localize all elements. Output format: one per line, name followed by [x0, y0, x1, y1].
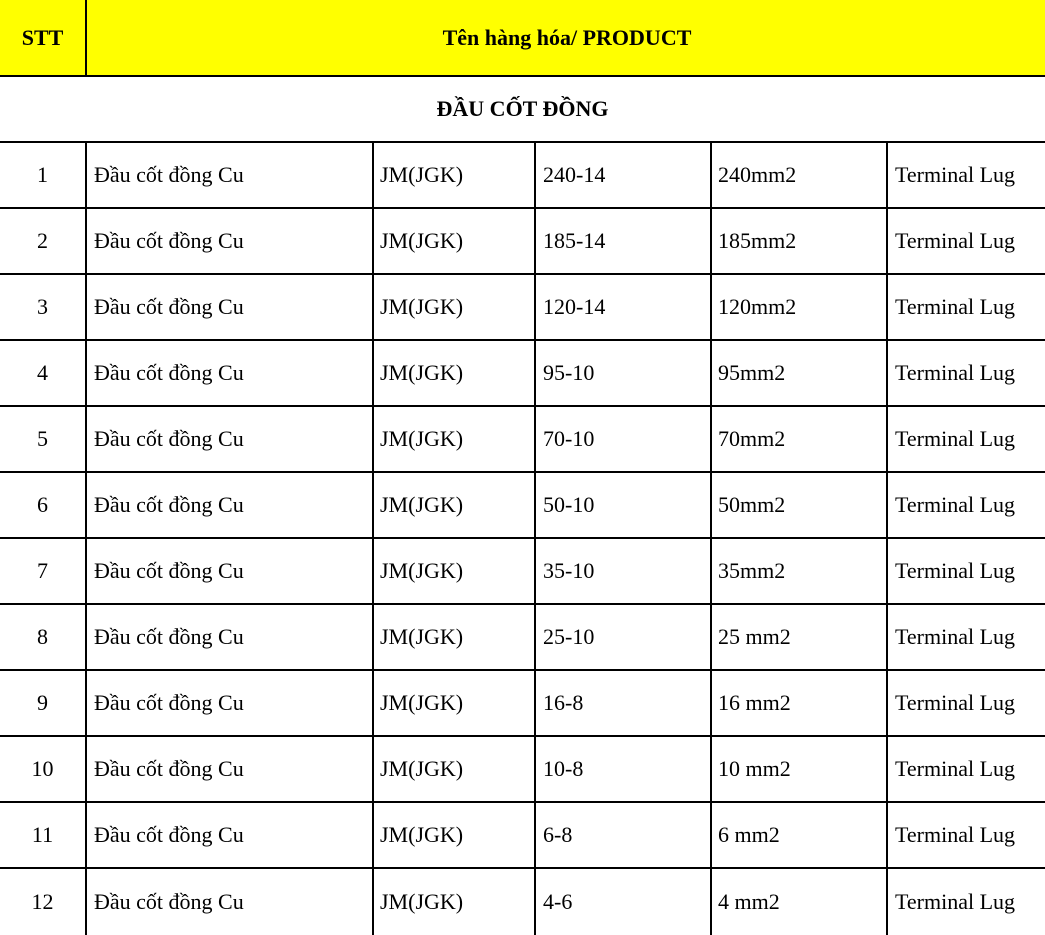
- english-name: Terminal Lug: [895, 558, 1016, 583]
- english-name: Terminal Lug: [895, 756, 1016, 781]
- table-header: [0, 0, 1045, 77]
- english-name: Terminal Lug: [895, 690, 1016, 715]
- product-name: Đầu cốt đồng Cu: [89, 803, 374, 867]
- cross-section: 50mm2: [714, 473, 888, 537]
- table-row: [0, 473, 1045, 539]
- product-name: Đầu cốt đồng Cu: [89, 407, 374, 471]
- product-name: Đầu cốt đồng Cu: [89, 605, 374, 669]
- table-row: [0, 605, 1045, 671]
- row-number: 6: [0, 473, 87, 537]
- product-size: 6-8: [538, 803, 712, 867]
- cross-section: 120mm2: [714, 275, 888, 339]
- table-row: [0, 539, 1045, 605]
- row-number: 2: [0, 209, 87, 273]
- cross-section: 4 mm2: [714, 869, 888, 935]
- product-size: 10-8: [538, 737, 712, 801]
- section-title: ĐẦU CỐT ĐỒNG: [0, 77, 1045, 143]
- product-size: 185-14: [538, 209, 712, 273]
- product-name: Đầu cốt đồng Cu: [89, 275, 374, 339]
- row-number: 4: [0, 341, 87, 405]
- product-name: Đầu cốt đồng Cu: [89, 671, 374, 735]
- table-row: [0, 143, 1045, 209]
- english-name: Terminal Lug: [895, 294, 1016, 319]
- cross-section: 25 mm2: [714, 605, 888, 669]
- row-number: 11: [0, 803, 87, 867]
- product-name: Đầu cốt đồng Cu: [89, 539, 374, 603]
- english-name: Terminal Lug: [895, 360, 1016, 385]
- table-row: [0, 803, 1045, 869]
- product-size: 240-14: [538, 143, 712, 207]
- header-stt: STT: [0, 0, 87, 75]
- product-size: 70-10: [538, 407, 712, 471]
- cross-section: 185mm2: [714, 209, 888, 273]
- product-size: 50-10: [538, 473, 712, 537]
- product-code: JM(JGK): [376, 407, 536, 471]
- table-row: [0, 407, 1045, 473]
- table-row: [0, 341, 1045, 407]
- product-code: JM(JGK): [376, 473, 536, 537]
- row-number: 8: [0, 605, 87, 669]
- table-row: [0, 737, 1045, 803]
- row-number: 10: [0, 737, 87, 801]
- product-size: 95-10: [538, 341, 712, 405]
- cross-section: 240mm2: [714, 143, 888, 207]
- english-name: Terminal Lug: [895, 162, 1016, 187]
- product-code: JM(JGK): [376, 737, 536, 801]
- english-name: Terminal Lug: [895, 492, 1016, 517]
- header-product: Tên hàng hóa/ PRODUCT: [442, 24, 692, 50]
- english-name: Terminal Lug: [895, 822, 1016, 847]
- english-name: Terminal Lug: [895, 228, 1016, 253]
- row-number: 7: [0, 539, 87, 603]
- table-row: [0, 869, 1045, 935]
- product-name: Đầu cốt đồng Cu: [89, 143, 374, 207]
- cross-section: 70mm2: [714, 407, 888, 471]
- product-size: 120-14: [538, 275, 712, 339]
- row-number: 9: [0, 671, 87, 735]
- cross-section: 16 mm2: [714, 671, 888, 735]
- product-size: 25-10: [538, 605, 712, 669]
- product-name: Đầu cốt đồng Cu: [89, 341, 374, 405]
- product-code: JM(JGK): [376, 605, 536, 669]
- english-name: Terminal Lug: [895, 889, 1016, 914]
- product-code: JM(JGK): [376, 869, 536, 935]
- row-number: 3: [0, 275, 87, 339]
- product-code: JM(JGK): [376, 275, 536, 339]
- cross-section: 35mm2: [714, 539, 888, 603]
- row-number: 12: [0, 869, 87, 935]
- cross-section: 95mm2: [714, 341, 888, 405]
- product-code: JM(JGK): [376, 803, 536, 867]
- product-name: Đầu cốt đồng Cu: [89, 209, 374, 273]
- cross-section: 6 mm2: [714, 803, 888, 867]
- table-row: [0, 209, 1045, 275]
- product-code: JM(JGK): [376, 209, 536, 273]
- cross-section: 10 mm2: [714, 737, 888, 801]
- product-code: JM(JGK): [376, 539, 536, 603]
- row-number: 1: [0, 143, 87, 207]
- product-size: 16-8: [538, 671, 712, 735]
- product-name: Đầu cốt đồng Cu: [89, 473, 374, 537]
- product-code: JM(JGK): [376, 341, 536, 405]
- product-name: Đầu cốt đồng Cu: [89, 869, 374, 935]
- product-size: 35-10: [538, 539, 712, 603]
- english-name: Terminal Lug: [895, 624, 1016, 649]
- product-code: JM(JGK): [376, 143, 536, 207]
- english-name: Terminal Lug: [895, 426, 1016, 451]
- product-size: 4-6: [538, 869, 712, 935]
- table-body: [0, 143, 1045, 935]
- row-number: 5: [0, 407, 87, 471]
- table-row: [0, 671, 1045, 737]
- table-row: [0, 275, 1045, 341]
- product-code: JM(JGK): [376, 671, 536, 735]
- product-name: Đầu cốt đồng Cu: [89, 737, 374, 801]
